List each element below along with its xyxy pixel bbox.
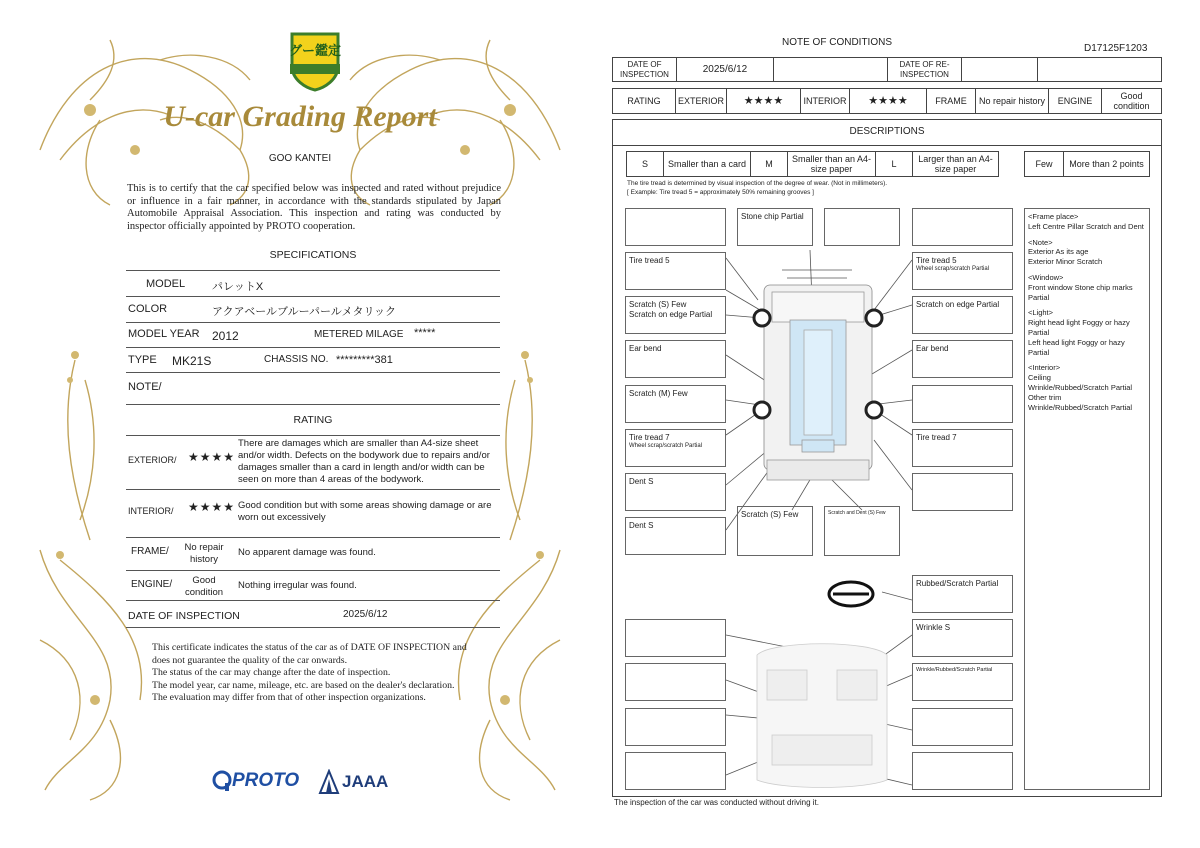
damage-text: Stone chip Partial	[741, 212, 804, 221]
reinspection-value	[961, 57, 1038, 82]
disclaimer-line: The status of the car may change after the date of inspection.	[152, 667, 391, 678]
disclaimer-line: The evaluation may differ from that of other inspection organizations.	[152, 692, 426, 703]
doi-header: DATE OF INSPECTION	[612, 57, 677, 82]
damage-box	[824, 506, 900, 556]
notes-panel	[1024, 208, 1150, 790]
damage-text: Rubbed/Scratch Partial	[916, 579, 999, 588]
model-year-label: MODEL YEAR	[128, 328, 200, 340]
interior-label: INTERIOR/	[128, 506, 174, 516]
exterior-stars: ★★★★	[188, 450, 236, 464]
legend-m: M	[750, 151, 788, 177]
legend-s-text: Smaller than a card	[663, 151, 751, 177]
legend-s: S	[626, 151, 664, 177]
note-line: <Interior>	[1028, 363, 1061, 373]
footer-note: The inspection of the car was conducted without driving it.	[614, 798, 819, 807]
note-line: Front window Stone chip marks Partial	[1028, 282, 1133, 302]
document-id: D17125F1203	[1084, 43, 1148, 54]
engine-label: ENGINE/	[131, 579, 173, 590]
legend-l-text: Larger than an A4-size paper	[912, 151, 999, 177]
damage-box	[625, 340, 726, 378]
damage-text: Dent S	[629, 521, 654, 530]
damage-text: Scratch on edge Partial	[629, 310, 713, 320]
interior-box	[912, 575, 1013, 613]
proto-logo: PROTO	[232, 770, 300, 791]
damage-box	[912, 296, 1013, 334]
damage-text: Tire tread 5	[629, 256, 670, 265]
color-value: アクアベールブルーパールメタリック	[212, 306, 397, 318]
damage-box	[625, 429, 726, 467]
damage-box	[625, 208, 726, 246]
interior-stars: ★★★★	[188, 500, 236, 514]
note-line: <Window>	[1028, 272, 1064, 282]
note-line: Wrinkle/Rubbed/Scratch Partial	[1028, 382, 1133, 392]
tire-note: The tire tread is determined by visual inspection of the degree of wear. (Not in millimeters).	[627, 180, 888, 187]
damage-text: Tire tread 7	[629, 433, 670, 442]
frame-label: FRAME/	[131, 546, 169, 557]
jaaa-icon	[318, 769, 340, 795]
exterior-header: EXTERIOR	[675, 88, 727, 114]
specifications-heading: SPECIFICATIONS	[269, 249, 357, 261]
note-line: Other trim	[1028, 392, 1062, 402]
report-title: U-car Grading Report	[163, 100, 437, 133]
color-label: COLOR	[128, 303, 168, 315]
disclaimer	[152, 642, 472, 705]
metered-mileage-value: *****	[414, 327, 436, 339]
steering-wheel-icon	[829, 582, 873, 606]
tire-example: [ Example: Tire tread 5 = approximately 50% remaining grooves ]	[627, 189, 814, 196]
model-value: パレットX	[212, 281, 264, 293]
damage-box	[737, 506, 813, 556]
engine-description: Nothing irregular was found.	[238, 580, 357, 591]
legend-few-text: More than 2 points	[1063, 151, 1150, 177]
rating-heading: RATING	[293, 414, 333, 426]
interior-box	[912, 619, 1013, 657]
damage-box	[625, 517, 726, 555]
damage-text: Scratch and Dent (S) Few	[828, 510, 886, 516]
damage-text: Wrinkle/Rubbed/Scratch Partial	[916, 667, 993, 673]
type-value: MK21S	[172, 354, 212, 368]
conditions-title: NOTE OF CONDITIONS	[782, 37, 892, 48]
note-line: <Light>	[1028, 308, 1054, 318]
interior-box	[625, 663, 726, 701]
damage-text: Scratch (S) Few	[629, 300, 687, 309]
damage-box	[625, 473, 726, 511]
damage-box	[912, 340, 1013, 378]
damage-text: Wheel scrap/scratch Partial	[916, 266, 990, 273]
damage-box	[824, 208, 900, 246]
damage-box	[625, 385, 726, 423]
rating-header: RATING	[612, 88, 676, 114]
note-line: Left head light Foggy or hazy Partial	[1028, 337, 1125, 357]
damage-text: Ear bend	[629, 344, 662, 353]
frame-value: No repair history	[975, 88, 1049, 114]
note-line: Right head light Foggy or hazy Partial	[1028, 318, 1130, 337]
note-line: <Note>	[1028, 237, 1053, 247]
exterior-stars: ★★★★	[726, 88, 801, 114]
interior-description: Good condition but with some areas showing damage or are worn out excessively	[238, 500, 492, 523]
damage-text: Dent S	[629, 477, 654, 486]
damage-box	[912, 473, 1013, 511]
frame-description: No apparent damage was found.	[238, 547, 376, 558]
frame-header: FRAME	[926, 88, 976, 114]
certification-text: This is to certify that the car specified below was inspected and rated without prejudice or influence in a fair manner, in accordance with the standards stipulated by Japan Automobile Appraisal Association. This inspection and rating was conducted by inspector officially appointed by PROTO cooperation.	[127, 183, 501, 232]
damage-box	[625, 296, 726, 334]
interior-box	[912, 663, 1013, 701]
model-label: MODEL	[146, 278, 186, 290]
damage-text: Tire tread 5	[916, 256, 957, 265]
badge-label: グー鑑定	[288, 43, 341, 58]
note-line: <Frame place>	[1028, 212, 1079, 221]
empty-cell	[773, 57, 888, 82]
damage-text: Scratch on edge Partial	[916, 300, 1000, 309]
note-line: Exterior As its age	[1028, 247, 1089, 257]
empty-cell	[1037, 57, 1162, 82]
damage-box	[625, 252, 726, 290]
exterior-label: EXTERIOR/	[128, 455, 177, 465]
reinspection-header: DATE OF RE-INSPECTION	[887, 57, 962, 82]
proto-icon	[212, 770, 232, 792]
interior-box	[625, 708, 726, 746]
interior-box	[912, 708, 1013, 746]
damage-text: Scratch (M) Few	[629, 389, 688, 398]
descriptions-heading: DESCRIPTIONS	[849, 126, 925, 137]
type-label: TYPE	[128, 354, 157, 366]
interior-box	[625, 752, 726, 790]
disclaimer-line: This certificate indicates the status of the car as of DATE OF INSPECTION and does not guarantee the quality of the car onwards.	[152, 642, 467, 666]
note-line: Left Centre Pillar Scratch and Dent	[1028, 221, 1144, 231]
frame-value: No repair history	[184, 542, 224, 565]
goo-kantei-badge	[288, 30, 342, 92]
chassis-value: *********381	[336, 354, 393, 366]
interior-box	[625, 619, 726, 657]
damage-box	[737, 208, 813, 246]
metered-mileage-label: METERED MILAGE	[314, 329, 404, 340]
interior-stars: ★★★★	[849, 88, 927, 114]
note-line: Exterior Minor Scratch	[1028, 257, 1103, 267]
engine-value: Good condition	[184, 575, 224, 598]
damage-text: Ear bend	[916, 344, 949, 353]
legend-m-text: Smaller than an A4-size paper	[787, 151, 876, 177]
date-of-inspection-label: DATE OF INSPECTION	[128, 610, 240, 622]
damage-box	[912, 385, 1013, 423]
note-line: Wrinkle/Rubbed/Scratch Partial	[1028, 402, 1133, 412]
chassis-label: CHASSIS NO.	[264, 354, 329, 365]
interior-header: INTERIOR	[800, 88, 850, 114]
exterior-description: There are damages which are smaller than A4-size sheet and/or width. Defects on the bodywork due to repairs and/or damages smaller than a card in length and/or width can be seen on more than 4 areas of the bodywork.	[238, 438, 490, 485]
note-line: Ceiling	[1028, 373, 1051, 383]
damage-box	[912, 208, 1013, 246]
damage-text: Wrinkle S	[916, 623, 951, 632]
disclaimer-line: The model year, car name, mileage, etc. are based on the dealer's declaration.	[152, 679, 455, 691]
note-label: NOTE/	[128, 381, 162, 393]
jaaa-logo: JAAA	[342, 772, 389, 791]
damage-text: Wheel scrap/scratch Partial	[629, 443, 703, 450]
legend-l: L	[875, 151, 913, 177]
engine-value: Good condition	[1101, 88, 1162, 114]
model-year-value: 2012	[212, 329, 239, 343]
date-of-inspection-value: 2025/6/12	[343, 609, 388, 620]
damage-text: Scratch (S) Few	[741, 510, 799, 519]
legend-few: Few	[1024, 151, 1064, 177]
damage-box	[912, 429, 1013, 467]
damage-text: Tire tread 7	[916, 433, 957, 442]
interior-box	[912, 752, 1013, 790]
report-subtitle: GOO KANTEI	[268, 153, 332, 164]
doi-value: 2025/6/12	[676, 57, 774, 82]
damage-box	[912, 252, 1013, 290]
engine-header: ENGINE	[1048, 88, 1102, 114]
